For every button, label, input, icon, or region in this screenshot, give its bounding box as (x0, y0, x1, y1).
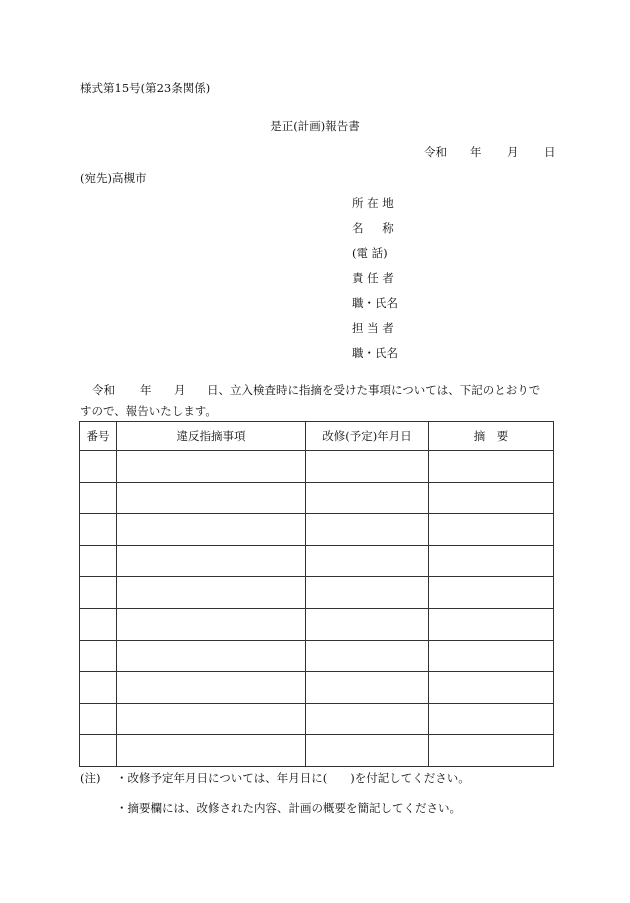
cell-repair-date[interactable] (306, 640, 429, 672)
cell-violation[interactable] (117, 640, 306, 672)
cell-violation[interactable] (117, 482, 306, 514)
cell-number[interactable] (80, 514, 117, 546)
cell-remarks[interactable] (429, 703, 554, 735)
cell-repair-date[interactable] (306, 672, 429, 704)
report-body-text (80, 380, 554, 422)
body-year: 年 (140, 383, 152, 397)
note-prefix: (注) (80, 771, 101, 785)
applicant-address-label: 所 在 地 (352, 196, 394, 210)
header-number: 番号 (80, 422, 117, 451)
cell-violation[interactable] (117, 545, 306, 577)
table-row (80, 577, 554, 609)
note-line-1 (80, 770, 470, 786)
cell-repair-date[interactable] (306, 514, 429, 546)
violation-report-table (79, 421, 554, 767)
cell-repair-date[interactable] (306, 545, 429, 577)
cell-number[interactable] (80, 735, 117, 767)
body-text-line1: 日、立入検査時に指摘を受けた事項については、下記のとおりで (207, 383, 541, 397)
cell-remarks[interactable] (429, 545, 554, 577)
cell-repair-date[interactable] (306, 451, 429, 483)
cell-remarks[interactable] (429, 451, 554, 483)
date-year: 年 (470, 145, 482, 159)
cell-remarks[interactable] (429, 735, 554, 767)
cell-number[interactable] (80, 640, 117, 672)
cell-repair-date[interactable] (306, 482, 429, 514)
applicant-phone-label: (電 話) (352, 246, 388, 260)
body-era: 令和 (92, 383, 115, 397)
cell-violation[interactable] (117, 514, 306, 546)
table-row (80, 640, 554, 672)
applicant-contact-title-label: 職・氏名 (352, 346, 398, 360)
header-remarks: 摘 要 (429, 422, 554, 451)
document-title: 是正(計画)報告書 (270, 119, 360, 133)
cell-violation[interactable] (117, 577, 306, 609)
cell-remarks[interactable] (429, 672, 554, 704)
notes (80, 770, 470, 830)
cell-repair-date[interactable] (306, 735, 429, 767)
cell-violation[interactable] (117, 451, 306, 483)
note-text-1: ・改修予定年月日については、年月日に( )を付記してください。 (116, 771, 470, 785)
form-number: 様式第15号(第23条関係) (80, 81, 211, 95)
applicant-contact-label: 担 当 者 (352, 321, 394, 335)
cell-number[interactable] (80, 482, 117, 514)
applicant-name-label: 名 称 (352, 221, 394, 235)
table-row (80, 735, 554, 767)
header-violation: 違反指摘事項 (117, 422, 306, 451)
cell-repair-date[interactable] (306, 608, 429, 640)
cell-violation[interactable] (117, 735, 306, 767)
table-row (80, 514, 554, 546)
applicant-manager-title-label: 職・氏名 (352, 296, 398, 310)
body-month: 月 (174, 383, 186, 397)
cell-violation[interactable] (117, 703, 306, 735)
table-row (80, 703, 554, 735)
cell-remarks[interactable] (429, 482, 554, 514)
cell-violation[interactable] (117, 608, 306, 640)
table-row (80, 608, 554, 640)
date-month: 月 (507, 145, 519, 159)
cell-violation[interactable] (117, 672, 306, 704)
cell-repair-date[interactable] (306, 577, 429, 609)
table-row (80, 451, 554, 483)
cell-number[interactable] (80, 672, 117, 704)
addressee: (宛先)高槻市 (80, 171, 147, 185)
cell-repair-date[interactable] (306, 703, 429, 735)
cell-remarks[interactable] (429, 514, 554, 546)
table-header-row (80, 422, 554, 451)
cell-remarks[interactable] (429, 608, 554, 640)
cell-remarks[interactable] (429, 640, 554, 672)
cell-number[interactable] (80, 703, 117, 735)
header-repair-date: 改修(予定)年月日 (306, 422, 429, 451)
body-text-line2: すので、報告いたします。 (80, 404, 217, 418)
table-row (80, 482, 554, 514)
cell-number[interactable] (80, 451, 117, 483)
date-era: 令和 (424, 145, 447, 159)
date-day: 日 (544, 145, 556, 159)
date-line (424, 144, 556, 160)
table-row (80, 672, 554, 704)
note-text-2: ・摘要欄には、改修された内容、計画の概要を簡記してください。 (116, 801, 461, 815)
applicant-manager-label: 責 任 者 (352, 271, 394, 285)
table-body (80, 451, 554, 767)
cell-number[interactable] (80, 577, 117, 609)
table-row (80, 545, 554, 577)
cell-remarks[interactable] (429, 577, 554, 609)
note-line-2 (80, 800, 470, 816)
cell-number[interactable] (80, 608, 117, 640)
cell-number[interactable] (80, 545, 117, 577)
